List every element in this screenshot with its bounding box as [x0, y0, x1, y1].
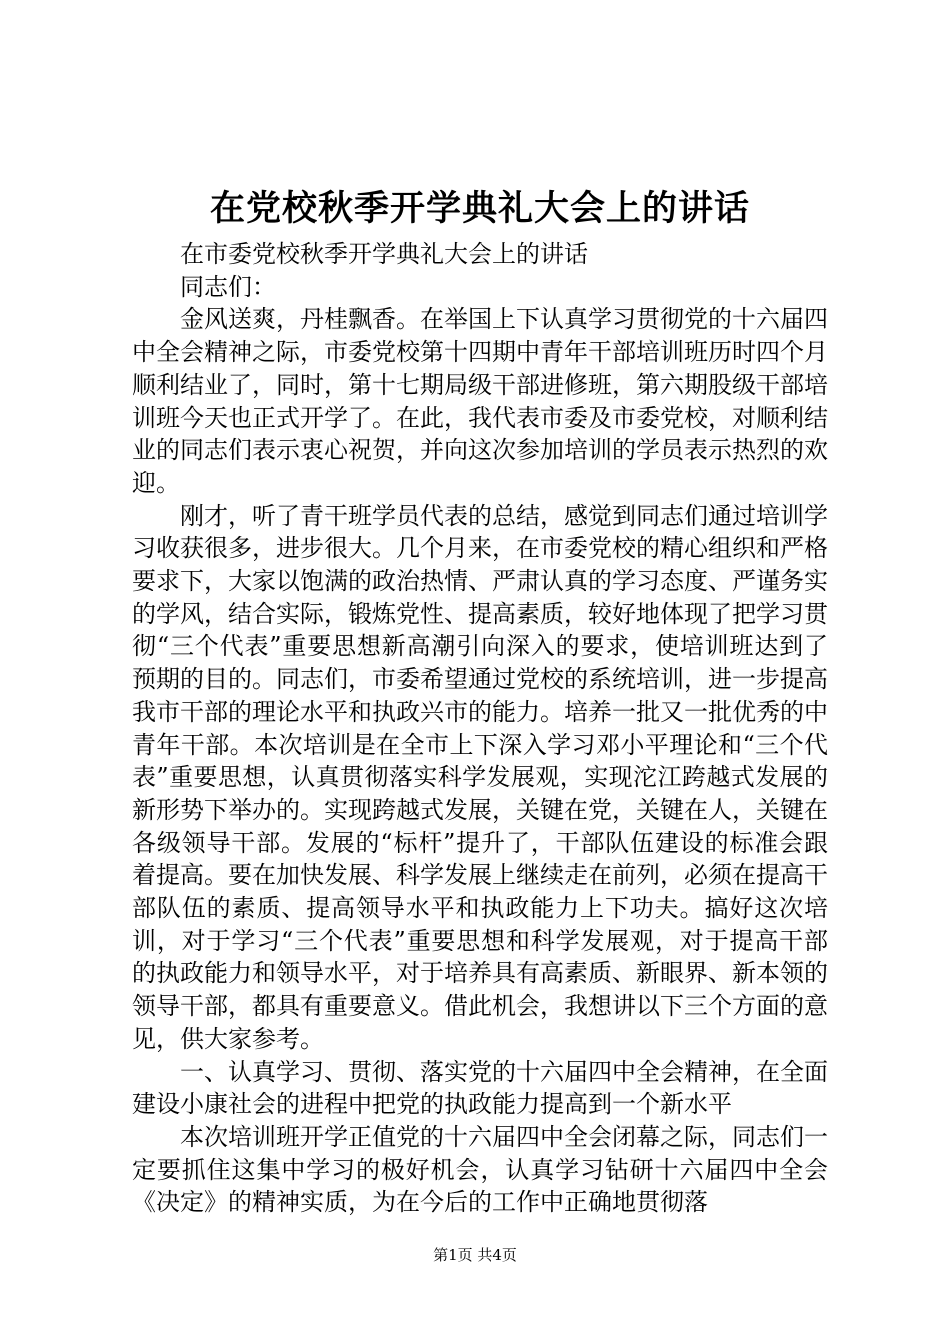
body-paragraph: 本次培训班开学正值党的十六届四中全会闭幕之际，同志们一定要抓住这集中学习的极好机会，认真学习钻研十六届四中全会《决定》的精神实质，为在今后的工作中正确地贯彻落 [132, 1122, 828, 1217]
body-paragraph: 金风送爽，丹桂飘香。在举国上下认真学习贯彻党的十六届四中全会精神之际，市委党校第十四期中青年干部培训班历时四个月顺利结业了，同时，第十七期局级干部进修班，第六期股级干部培训班今天也正式开学了。在此，我代表市委及市委党校，对顺利结业的同志们表示衷心祝贺，并向这次参加培训的学员表示热烈的欢迎。 [132, 305, 828, 497]
page-number-label: 第1页 共4页 [433, 1246, 517, 1264]
salutation-paragraph: 同志们： [180, 272, 276, 301]
subtitle-paragraph: 在市委党校秋季开学典礼大会上的讲话 [180, 240, 588, 268]
body-paragraph: 刚才，听了青干班学员代表的总结，感觉到同志们通过培训学习收获很多，进步很大。几个月来，在市委党校的精心组织和严格要求下，大家以饱满的政治热情、严肃认真的学习态度、严谨务实的学风，结合实际，锻炼党性、提高素质，较好地体现了把学习贯彻“三个代表”重要思想新高潮引向深入的要求，使培训班达到了预期的目的。同志们，市委希望通过党校的系统培训，进一步提高我市干部的理论水平和执政兴市的能力。培养一批又一批优秀的中青年干部。本次培训是在全市上下深入学习邓小平理论和“三个代表”重要思想，认真贯彻落实科学发展观，实现沱江跨越式发展的新形势下举办的。实现跨越式发展，关键在党，关键在人，关键在各级领导干部。发展的“标杆”提升了，干部队伍建设的标准会跟着提高。要在加快发展、科学发展上继续走在前列，必须在提高干部队伍的素质、提高领导水平和执政能力上下功夫。搞好这次培训，对于学习“三个代表”重要思想和科学发展观，对于提高干部的执政能力和领导水平，对于培养具有高素质、新眼界、新本领的领导干部，都具有重要意义。借此机会，我想讲以下三个方面的意见，供大家参考。 [132, 501, 828, 1053]
document-title: 在党校秋季开学典礼大会上的讲话 [209, 188, 750, 229]
document-body [132, 238, 828, 1219]
page-footer [0, 1245, 950, 1265]
section-heading-paragraph: 一、认真学习、贯彻、落实党的十六届四中全会精神，在全面建设小康社会的进程中把党的执政能力提高到一个新水平 [132, 1057, 828, 1119]
